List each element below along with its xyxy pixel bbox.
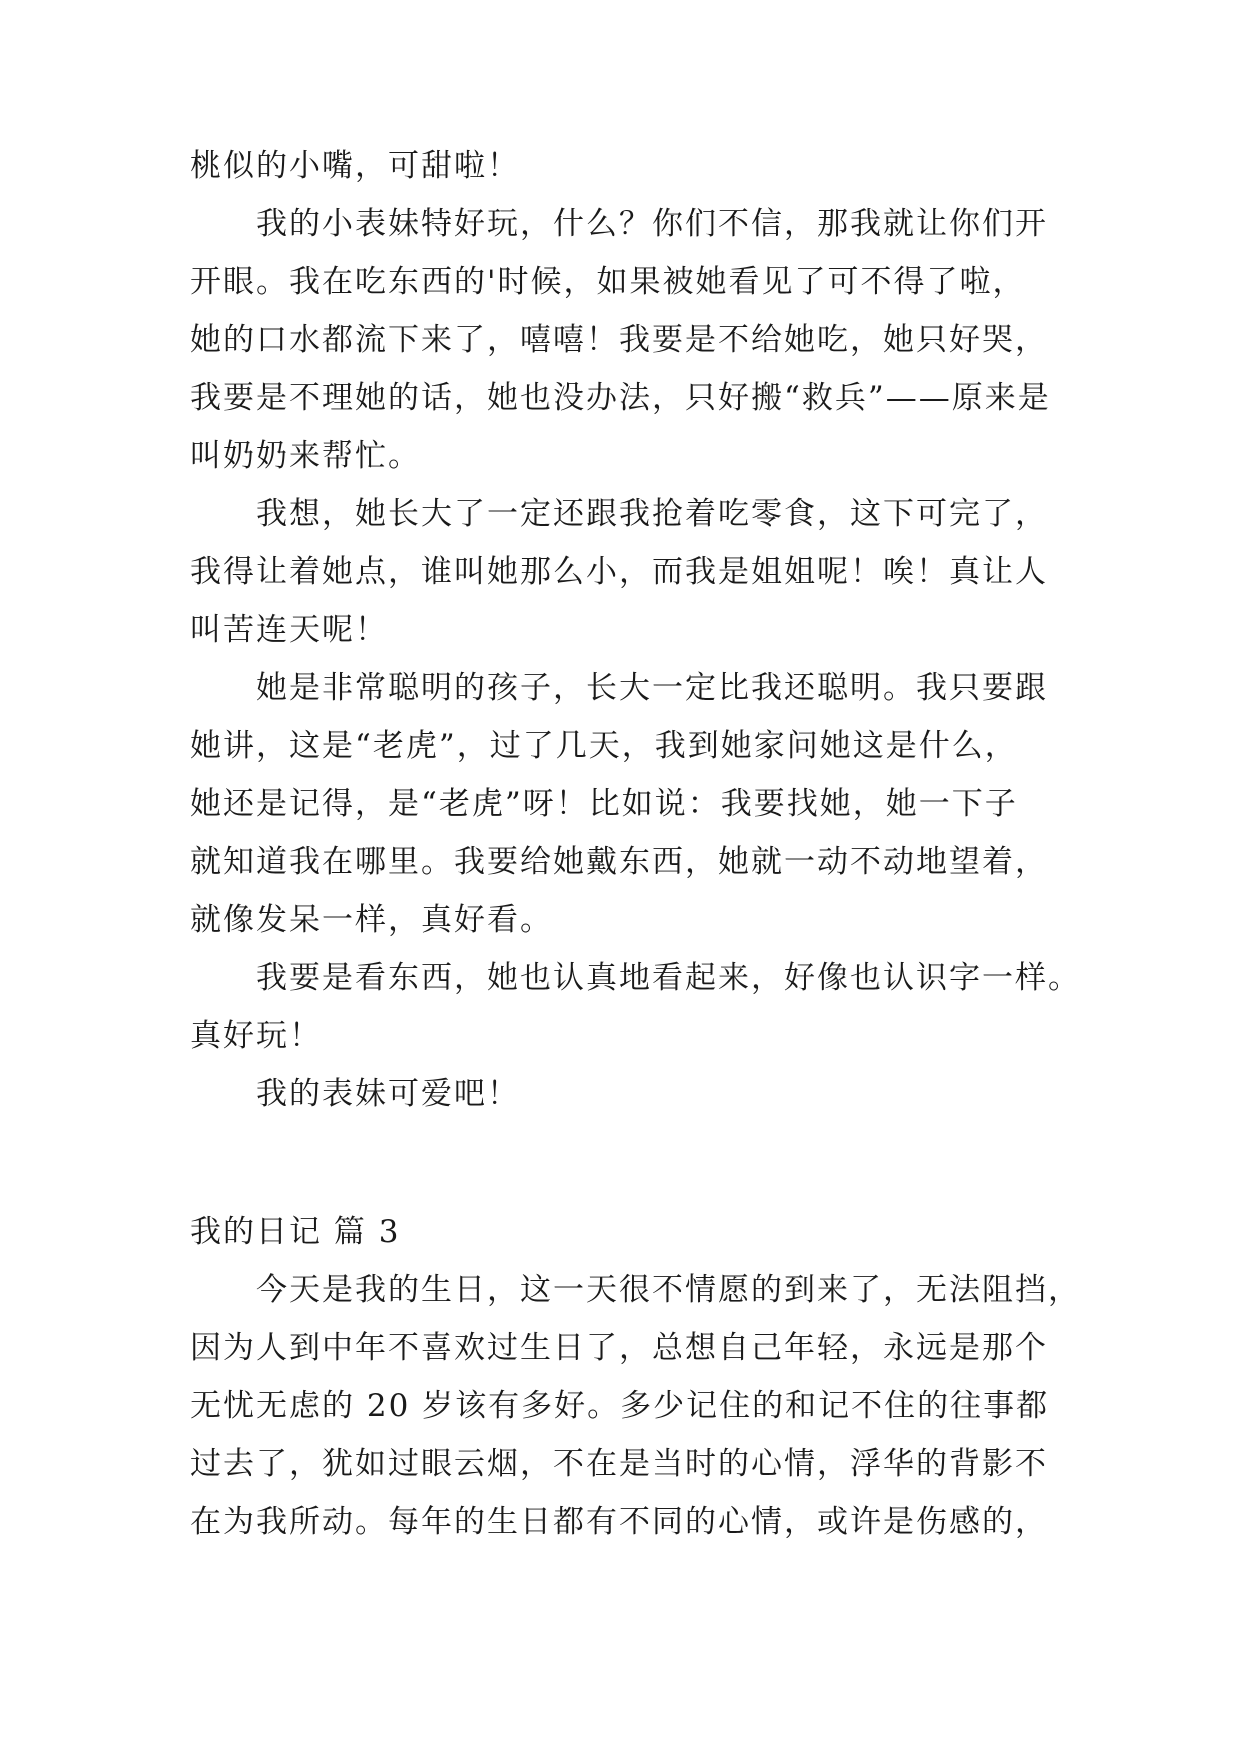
paragraph-start-line: 她是非常聪明的孩子，长大一定比我还聪明。我只要跟 [256,670,1048,706]
text-line: 过去了，犹如过眼云烟，不在是当时的心情，浮华的背影不 [190,1446,1048,1482]
text-line: 我要是不理她的话，她也没办法，只好搬“救兵”——原来是 [190,380,1051,416]
text-line: 在为我所动。每年的生日都有不同的心情，或许是伤感的， [190,1504,1048,1540]
essay-body-top [190,137,1081,1123]
text-line: 就知道我在哪里。我要给她戴东西，她就一动不动地望着， [190,844,1048,880]
text-line: 她讲，这是“老虎”，过了几天，我到她家问她这是什么， [190,728,1018,764]
text-line: 她还是记得，是“老虎”呀！比如说：我要找她，她一下子 [190,786,1018,822]
text-line: 开眼。我在吃东西的'时候，如果被她看见了可不得了啦， [190,264,1026,300]
paragraph-start-line: 我想，她长大了一定还跟我抢着吃零食，这下可完了， [256,496,1048,532]
section-heading: 我的日记 篇 3 [190,1214,401,1250]
text-line: 就像发呆一样，真好看。 [190,902,553,938]
text-line: 她的口水都流下来了，嘻嘻！我要是不给她吃，她只好哭， [190,322,1048,358]
text-line: 无忧无虑的 20 岁该有多好。多少记住的和记不住的往事都 [190,1388,1050,1424]
paragraph-start-line: 我的表妹可爱吧！ [256,1076,520,1112]
essay-body-bottom [190,1203,1081,1551]
paragraph-start-line: 我的小表妹特好玩，什么？你们不信，那我就让你们开 [256,206,1048,242]
text-line: 我得让着她点，谁叫她那么小，而我是姐姐呢！唉！真让人 [190,554,1048,590]
text-line: 叫奶奶来帮忙。 [190,438,421,474]
text-line: 因为人到中年不喜欢过生日了，总想自己年轻，永远是那个 [190,1330,1048,1366]
text-line: 叫苦连天呢！ [190,612,388,648]
paragraph-start-line: 今天是我的生日，这一天很不情愿的到来了，无法阻挡， [256,1272,1081,1308]
paragraph-start-line: 我要是看东西，她也认真地看起来，好像也认识字一样。 [256,960,1081,996]
text-line: 真好玩！ [190,1018,322,1054]
text-line: 桃似的小嘴，可甜啦！ [190,148,520,184]
